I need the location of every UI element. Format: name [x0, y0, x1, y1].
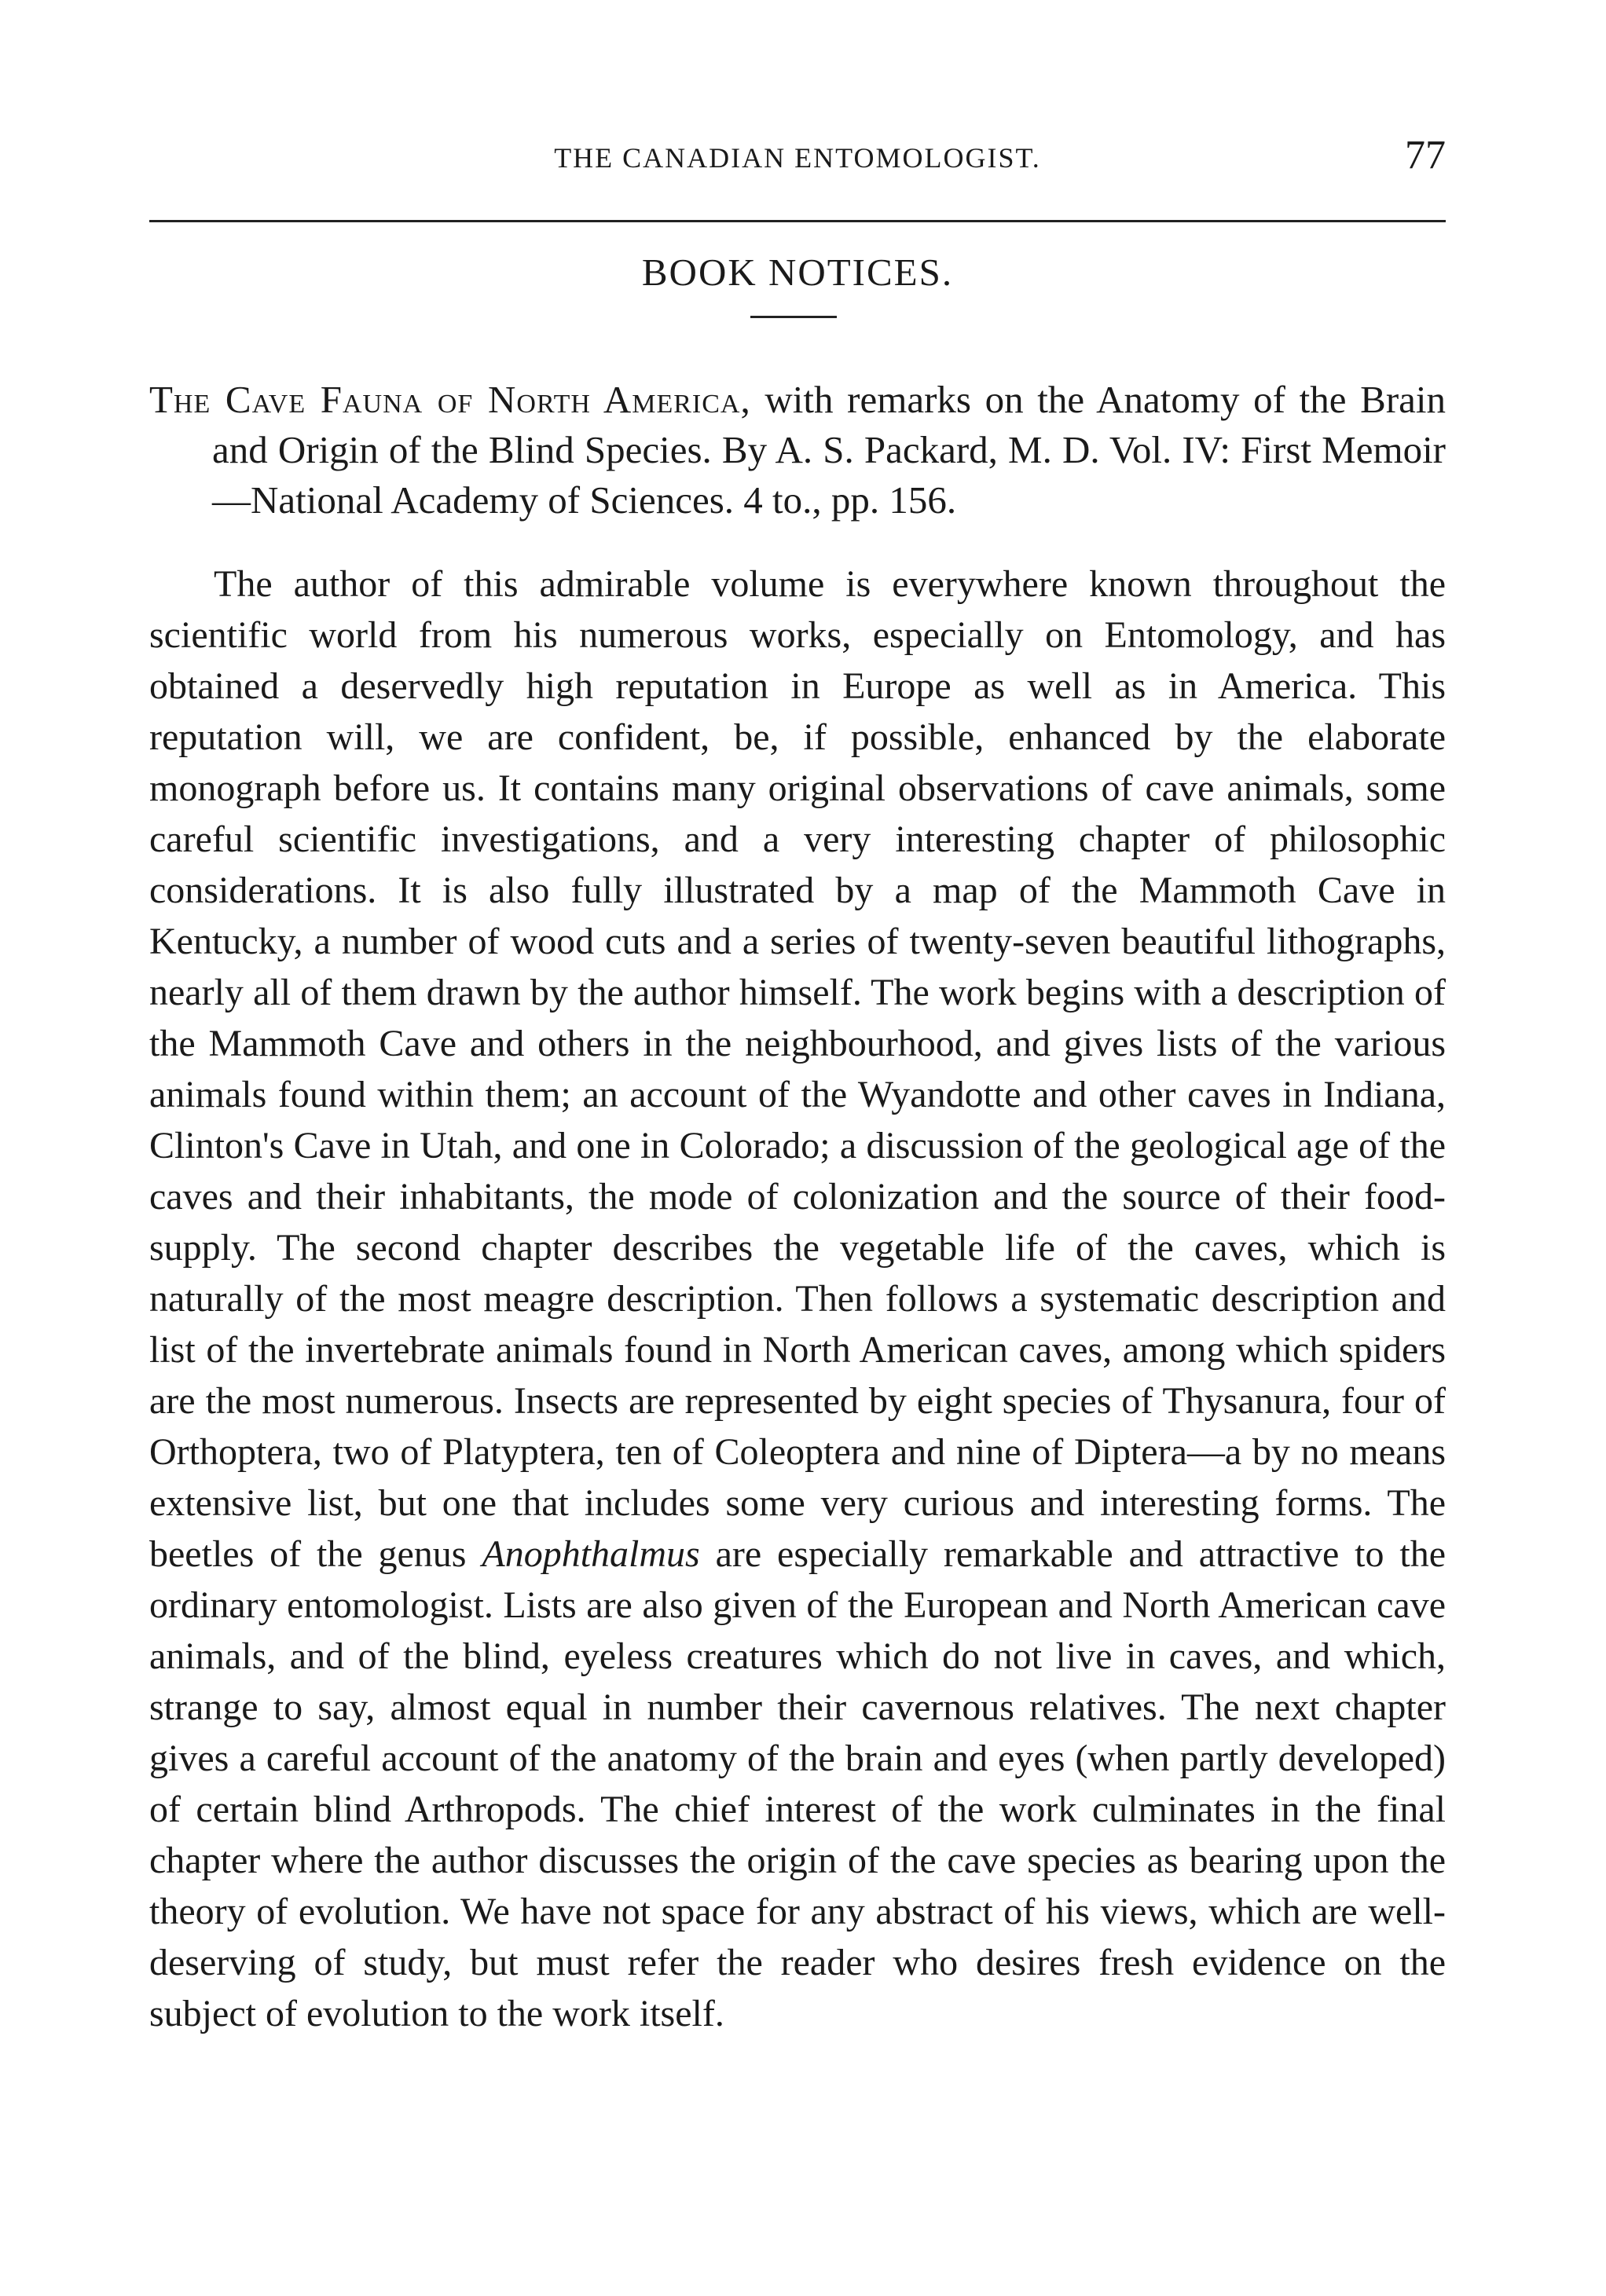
genus-name: Anophthalmus — [482, 1533, 700, 1575]
running-title: THE CANADIAN ENTOMOLOGIST. — [554, 142, 1041, 174]
section-title: BOOK NOTICES. — [641, 251, 954, 294]
review-text-part-2: are especially remarkable and attractive to the ordinary entomologist. Lists are also given of the European and North American cave animals, and of the blind, eyeless creatures which do not live in caves, and which, strange to say, almost equal in number their cavernous relatives. The next chapter gives a careful account of the anatomy of the brain and eyes (when partly developed) of certain blind Arthropods. The chief interest of the work culminates in the final chapter where the author discusses the origin of the cave species as bearing upon the theory of evolution. We have not space for any abstract of his views, which are well-deserving of study, but must refer the reader who desires fresh evidence on the subject of evolution to the work itself. — [149, 1533, 1446, 2034]
section-rule — [750, 316, 837, 318]
review-text-part-1: The author of this admirable volume is everywhere known throughout the scientific world from his numerous works, especially on Entomology, and has obtained a deservedly high reputation in Europe as well as in America. This reputation will, we are confident, be, if possible, enhanced by the elaborate monograph before us. It contains many original observations of cave animals, some careful scientific investigations, and a very interesting chapter of philosophic considerations. It is also fully illustrated by a map of the Mammoth Cave in Kentucky, a number of wood cuts and a series of twenty-seven beautiful lithographs, nearly all of them drawn by the author himself. The work begins with a description of the Mammoth Cave and others in the neighbourhood, and gives lists of the various animals found within them; an account of the Wyandotte and other caves in Indiana, Clinton's Cave in Utah, and one in Colorado; a discussion of the geological age of the caves and their inhabitants, the mode of colonization and the source of their food-supply. The second chapter describes the vegetable life of the caves, which is naturally of the most meagre description. Then follows a systematic description and list of the invertebrate animals found in North American caves, among which spiders are the most numerous. Insects are represented by eight species of Thysanura, four of Orthoptera, two of Platyptera, ten of Coleoptera and nine of Diptera—a by no means extensive list, but one that includes some very curious and interesting forms. The beetles of the genus — [149, 563, 1446, 1575]
book-details: with remarks on the Anatomy of the Brain and Origin of the Blind Species. By A. S. Packard, M. D. Vol. IV: First Memoir—National Academy of Sciences. 4 to., pp. 156. — [212, 378, 1446, 522]
header-rule — [149, 220, 1446, 222]
book-citation — [149, 375, 1446, 525]
running-head — [149, 132, 1446, 179]
review-paragraph — [149, 558, 1446, 2039]
book-title: The Cave Fauna of North America, — [149, 378, 751, 421]
page-number: 77 — [1405, 133, 1446, 178]
